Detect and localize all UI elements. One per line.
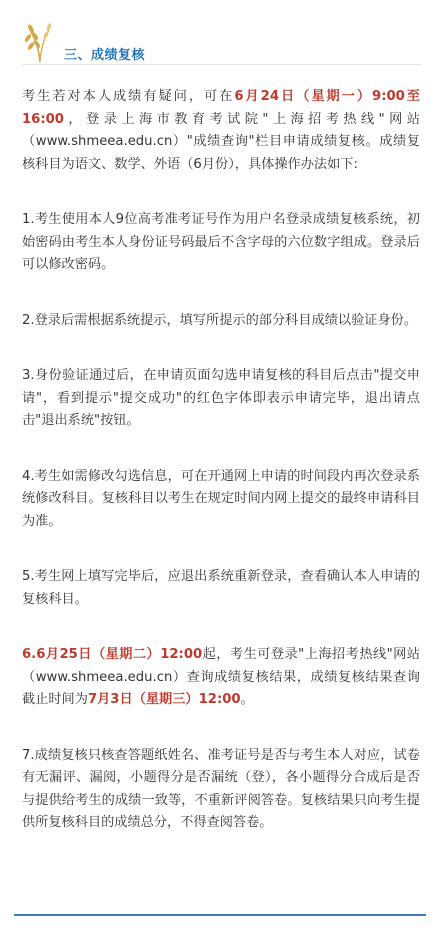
step-4: 4.考生如需修改勾选信息，可在开通网上申请的时间段内再次登录系统修改科目。复核科目以考生在规定时间内网上提交的最终申请科目为准。 — [22, 468, 420, 529]
step-2: 2.登录后需根据系统提示，填写所提示的部分科目成绩以验证身份。 — [22, 312, 418, 328]
step-6 — [22, 644, 420, 712]
step-6-start-highlight: 6月25日（星期二）12:00 — [36, 647, 203, 662]
step-1: 1.考生使用本人9位高考准考证号作为用户名登录成绩复核系统，初始密码由考生本人身份证号码最后不含字母的六位数字组成。登录后可以修改密码。 — [22, 212, 420, 272]
intro-date-highlight: 6月24日（星期一）9:00至16:00 — [22, 89, 420, 127]
step-6-text: 起，考生可登录"上海招考热线"网站（www.shmeea.edu.cn）查询成绩复核结果，成绩复核结果查询截止时间为 — [22, 647, 420, 707]
intro-text-2: ，登录上海市教育考试院"上海招考热线"网站（www.shmeea.edu.cn）"成绩查询"栏目申请成绩复核。成绩复核科目为语文、数学、外语（6月份），具体操作办法如下: — [22, 111, 420, 172]
section-header — [22, 18, 422, 66]
step-6-deadline-highlight: 7月3日（星期三）12:00 — [87, 692, 241, 707]
wheat-icon — [22, 18, 58, 62]
step-5: 5.考生网上填写完毕后，应退出系统重新登录，查看确认本人申请的复核科目。 — [22, 569, 420, 607]
article-body — [22, 86, 420, 835]
step-6-number: 6. — [22, 647, 37, 662]
step-7: 7.成绩复核只核查答题纸姓名、准考证号是否与考生本人对应，试卷有无漏评、漏阅，小题得分是否漏统（登），各小题得分合成后是否与提供给考生的成绩一致等，不重新评阅答卷。复核结果只向考生提供所复核科目的成绩总分，不得查阅答卷。 — [22, 747, 420, 830]
step-3: 3.身份验证通过后，在申请页面勾选申请复核的科目后点击"提交申请"，看到提示"提交成功"的红色字体即表示申请完毕，退出请点击"退出系统"按钮。 — [22, 368, 420, 428]
step-6-end: 。 — [240, 692, 254, 707]
intro-text-1: 考生若对本人成绩有疑问，可在 — [22, 89, 235, 104]
header-divider — [22, 64, 422, 65]
bottom-divider — [14, 914, 426, 916]
section-title: 三、成绩复核 — [64, 48, 146, 63]
intro-paragraph — [22, 86, 420, 176]
